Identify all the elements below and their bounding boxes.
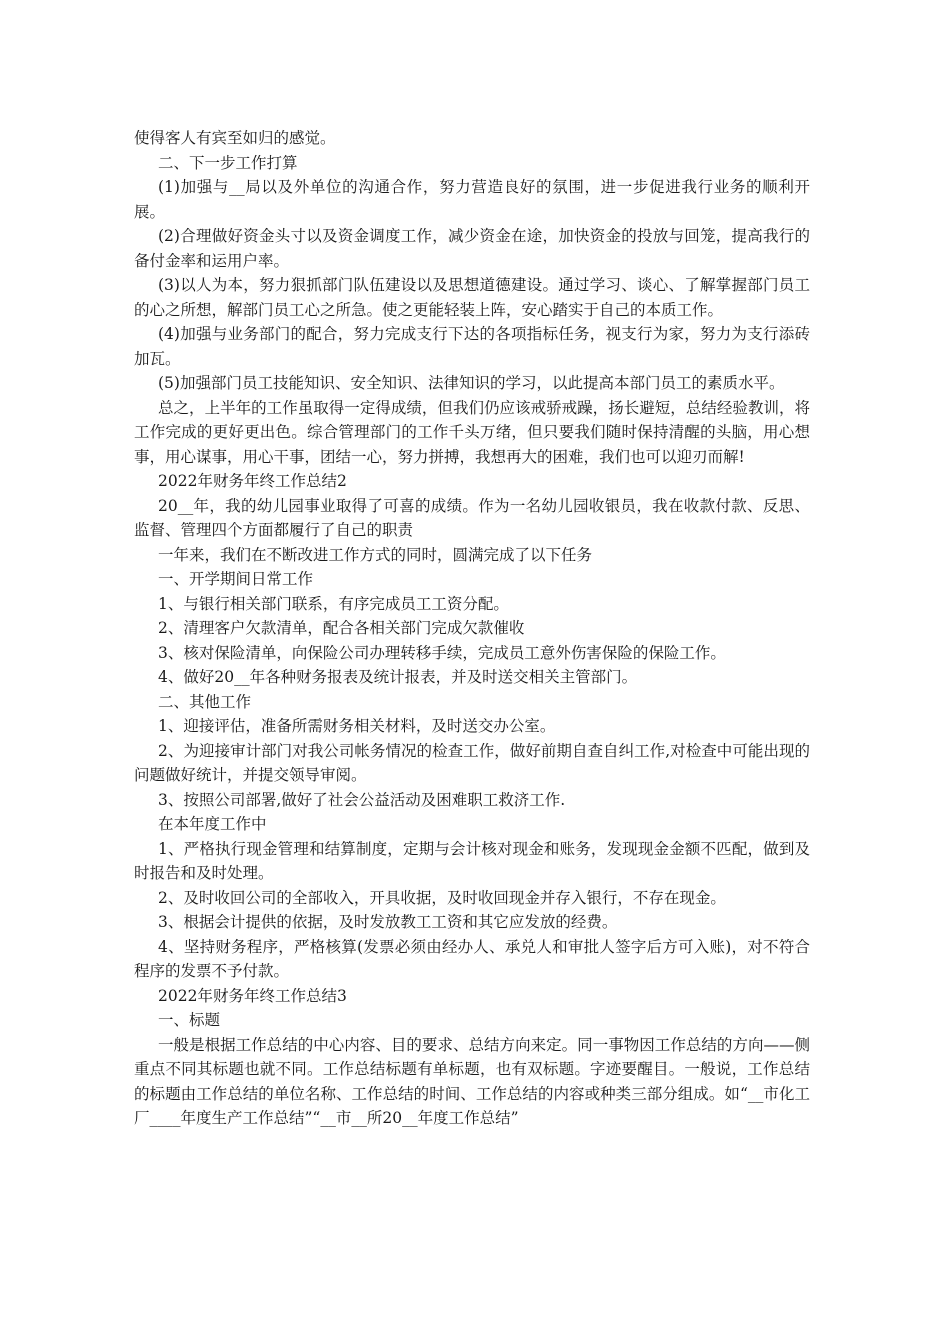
list-item: 3、根据会计提供的依据，及时发放教工工资和其它应发放的经费。: [158, 913, 618, 931]
paragraph: (3)以人为本，努力狠抓部门队伍建设以及思想道德建设。通过学习、谈心、了解掌握部门员工的心之所想，解部门员工心之所急。使之更能轻装上阵，安心踏实于自己的本质工作。: [134, 276, 810, 319]
section-heading: 一、标题: [158, 1011, 221, 1029]
article-title: 2022年财务年终工作总结2: [158, 472, 347, 490]
paragraph: 总之，上半年的工作虽取得一定得成绩，但我们仍应该戒骄戒躁，扬长避短，总结经验教训，将工作完成的更好更出色。综合管理部门的工作千头万绪，但只要我们随时保持清醒的头脑，用心想事，用心谋事，用心干事，团结一心，努力拼搏，我想再大的困难，我们也可以迎刃而解!: [134, 398, 810, 466]
section-heading: 二、其他工作: [158, 692, 252, 711]
section-heading: 在本年度工作中: [158, 815, 267, 833]
document-body: [134, 126, 810, 1131]
list-item: 2、及时收回公司的全部收入，开具收据，及时收回现金并存入银行，不存在现金。: [158, 888, 726, 907]
section-heading: 一、开学期间日常工作: [158, 570, 314, 588]
list-item: 2、为迎接审计部门对我公司帐务情况的检查工作，做好前期自查自纠工作,对检查中可能出现的问题做好统计，并提交领导审阅。: [134, 741, 810, 784]
list-item: 1、迎接评估，准备所需财务相关材料，及时送交办公室。: [158, 717, 556, 735]
list-item: 1、严格执行现金管理和结算制度，定期与会计核对现金和账务，发现现金金额不匹配，做到及时报告和及时处理。: [134, 839, 810, 882]
paragraph: (2)合理做好资金头寸以及资金调度工作，减少资金在途，加快资金的投放与回笼，提高我行的备付金率和运用户率。: [134, 227, 810, 270]
article-title: 2022年财务年终工作总结3: [158, 986, 347, 1005]
paragraph: (5)加强部门员工技能知识、安全知识、法律知识的学习，以此提高本部门员工的素质水平。: [158, 374, 785, 392]
paragraph: 一般是根据工作总结的中心内容、目的要求、总结方向来定。同一事物因工作总结的方向——侧重点不同其标题也就不同。工作总结标题有单标题，也有双标题。字迹要醒目。一般说，工作总结的标题由工作总结的单位名称、工作总结的时间、工作总结的内容或种类三部分组成。如“__市化工厂____年度生产工作总结”“__市__所20__年度工作总结”: [134, 1035, 810, 1127]
paragraph: (1)加强与__局以及外单位的沟通合作，努力营造良好的氛围，进一步促进我行业务的顺利开展。: [134, 178, 810, 221]
list-item: 4、做好20__年各种财务报表及统计报表，并及时送交相关主管部门。: [158, 668, 638, 686]
list-item: 3、核对保险清单，向保险公司办理转移手续，完成员工意外伤害保险的保险工作。: [158, 643, 726, 662]
list-item: 4、坚持财务程序，严格核算(发票必须由经办人、承兑人和审批人签字后方可入账)，对不符合程序的发票不予付款。: [134, 937, 810, 980]
paragraph: 20__年，我的幼儿园事业取得了可喜的成绩。作为一名幼儿园收银员，我在收款付款、反思、监督、管理四个方面都履行了自己的职责: [134, 496, 810, 539]
section-heading: 二、下一步工作打算: [158, 153, 298, 172]
list-item: 3、按照公司部署,做好了社会公益活动及困难职工救济工作.: [158, 790, 566, 809]
list-item: 2、清理客户欠款清单，配合各相关部门完成欠款催收: [158, 619, 525, 637]
list-item: 1、与银行相关部门联系，有序完成员工工资分配。: [158, 594, 509, 613]
paragraph: 使得客人有宾至如归的感觉。: [134, 129, 336, 147]
paragraph: 一年来，我们在不断改进工作方式的同时，圆满完成了以下任务: [158, 545, 593, 564]
paragraph: (4)加强与业务部门的配合，努力完成支行下达的各项指标任务，视支行为家，努力为支行添砖加瓦。: [134, 325, 810, 368]
